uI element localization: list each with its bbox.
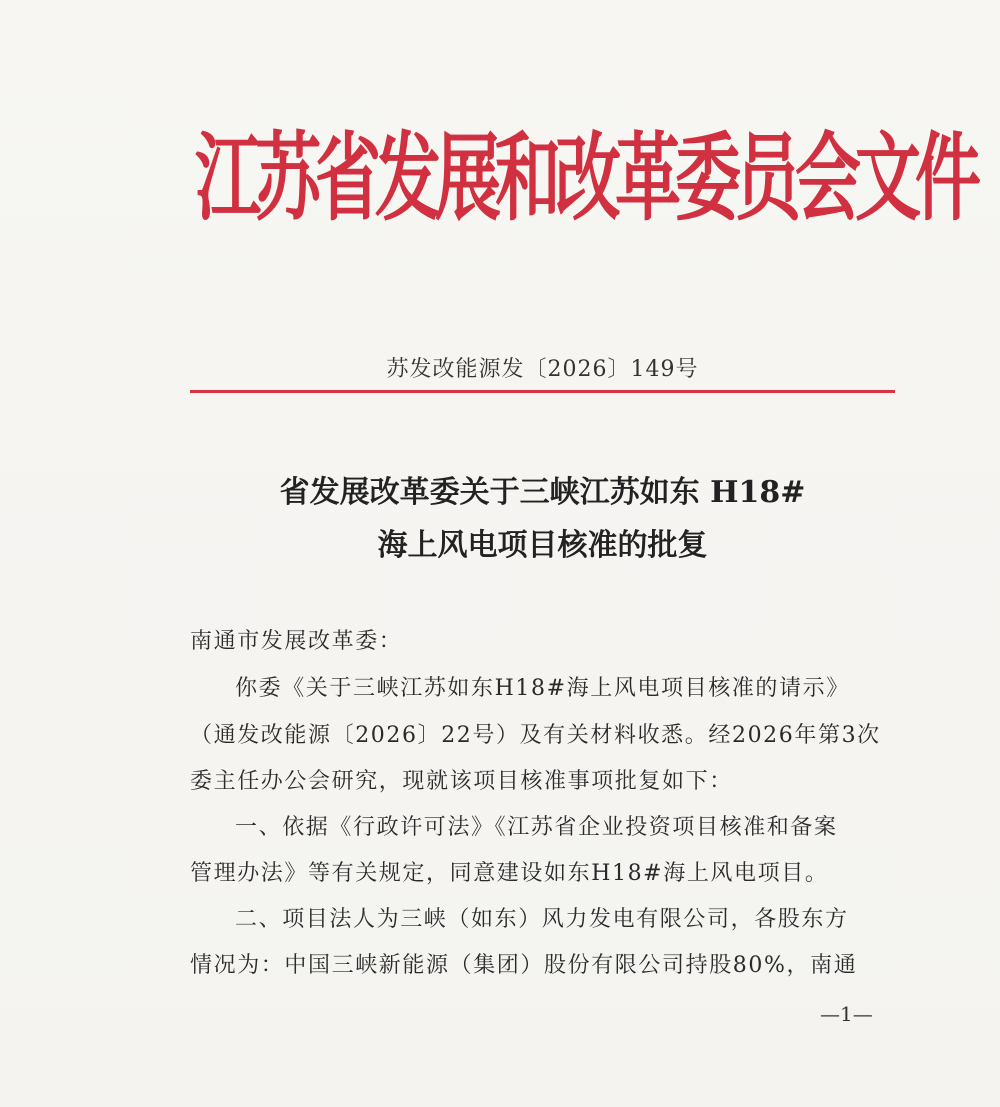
body-paragraph-line: 二、项目法人为三峡（如东）风力发电有限公司，各股东方 [235,907,849,932]
subject-title-line-1: 省发展改革委关于三峡江苏如东 H18# [279,475,806,510]
subject-title-line-2: 海上风电项目核准的批复 [377,528,708,563]
body-paragraph-line: 你委《关于三峡江苏如东H18#海上风电项目核准的请示》 [235,676,850,701]
document-number: 苏发改能源发〔2026〕149号 [386,357,699,382]
issuer-header: 江苏省发展和改革委员会文件 [195,121,975,235]
body-paragraph-line: 管理办法》等有关规定，同意建设如东H18#海上风电项目。 [190,861,829,886]
body-paragraph-line: 委主任办公会研究，现就该项目核准事项批复如下： [190,769,733,794]
body-paragraph-line: （通发改能源〔2026〕22号）及有关材料收悉。经2026年第3次 [190,723,881,748]
red-divider-rule [190,390,895,393]
salutation: 南通市发展改革委： [190,629,403,654]
page-number: —1— [820,1002,873,1026]
body-paragraph-line: 情况为：中国三峡新能源（集团）股份有限公司持股80%，南通 [190,953,858,978]
body-paragraph-line: 一、依据《行政许可法》《江苏省企业投资项目核准和备案 [235,815,838,840]
